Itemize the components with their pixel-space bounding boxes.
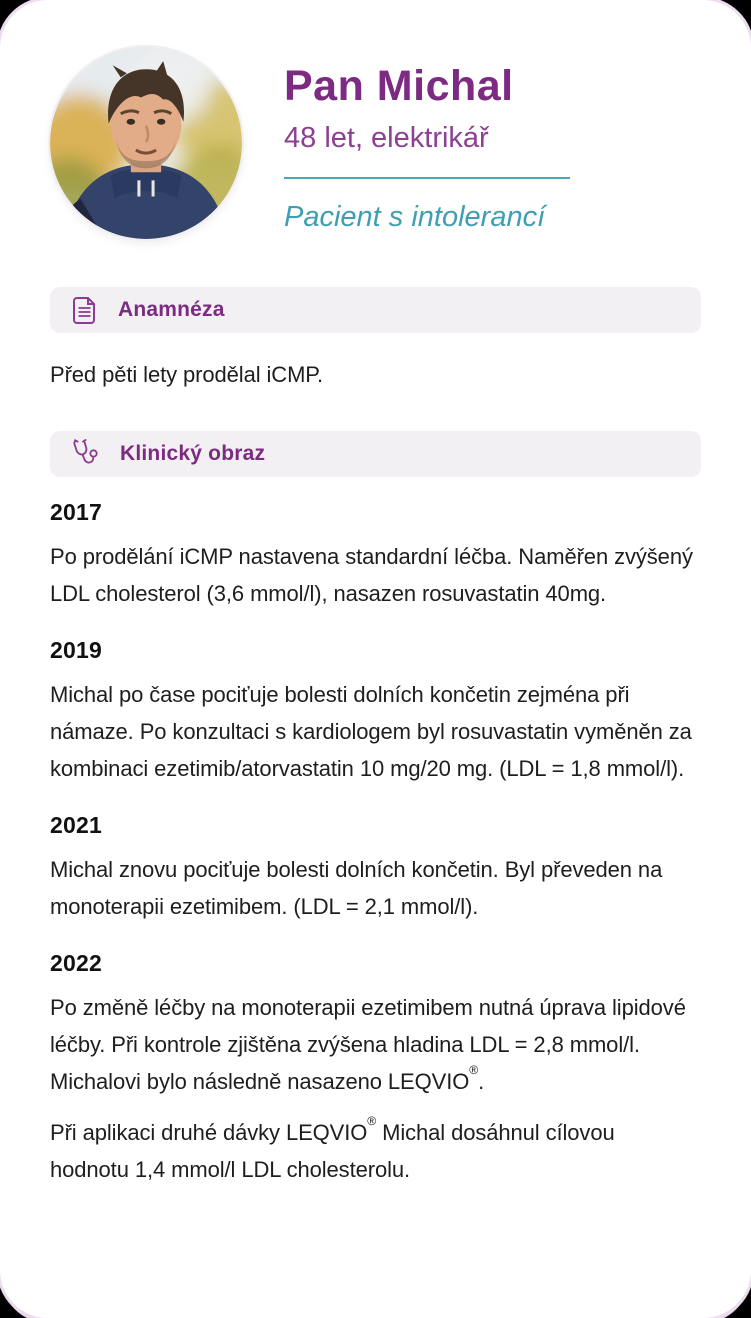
patient-subtitle: 48 let, elektrikář (284, 122, 489, 155)
patient-photo-illustration (50, 47, 242, 239)
timeline-year: 2019 (50, 637, 102, 663)
section-header-anamneza (50, 287, 701, 333)
timeline-paragraph: Michal znovu pociťuje bolesti dolních končetin. Byl převeden na monoterapii ezetimibem. (LDL = 2,1 mmol/l). (50, 857, 663, 919)
patient-name: Pan Michal (284, 62, 514, 110)
section-label-klinicky-obraz: Klinický obraz (120, 442, 266, 465)
stethoscope-icon (72, 439, 99, 469)
patient-header (50, 47, 701, 239)
timeline-paragraph: Po prodělání iCMP nastavena standardní léčba. Naměřen zvýšený LDL cholesterol (3,6 mmol/l), nasazen rosuvastatin 40mg. (50, 544, 693, 606)
section-label-anamneza: Anamnéza (118, 298, 225, 321)
timeline-year: 2022 (50, 950, 102, 976)
patient-header-text (284, 47, 570, 234)
header-divider (284, 177, 570, 179)
section-header-klinicky-obraz (50, 431, 701, 477)
timeline-year: 2017 (50, 499, 102, 525)
patient-tagline: Pacient s intolerancí (284, 201, 546, 234)
timeline-paragraph: Po změně léčby na monoterapii ezetimibem nutná úprava lipidové léčby. Při kontrole zjištěna zvýšena hladina LDL = 2,8 mmol/l. Michalovi bylo následně nasazeno LEQVIO®. (50, 995, 686, 1094)
patient-avatar (50, 47, 242, 239)
timeline-paragraph: Michal po čase pociťuje bolesti dolních končetin zejména při námaze. Po konzultaci s kardiologem byl rosuvastatin vyměněn za kombinaci ezetimib/atorvastatin 10 mg/20 mg. (LDL = 1,8 mmol/l). (50, 682, 692, 781)
anamneza-text: Před pěti lety prodělal iCMP. (50, 362, 324, 387)
timeline-paragraph: Při aplikaci druhé dávky LEQVIO® Michal dosáhnul cílovou hodnotu 1,4 mmol/l LDL cholesterolu. (50, 1114, 615, 1182)
timeline-year: 2021 (50, 812, 102, 838)
document-icon (72, 296, 97, 325)
timeline (50, 499, 701, 1188)
